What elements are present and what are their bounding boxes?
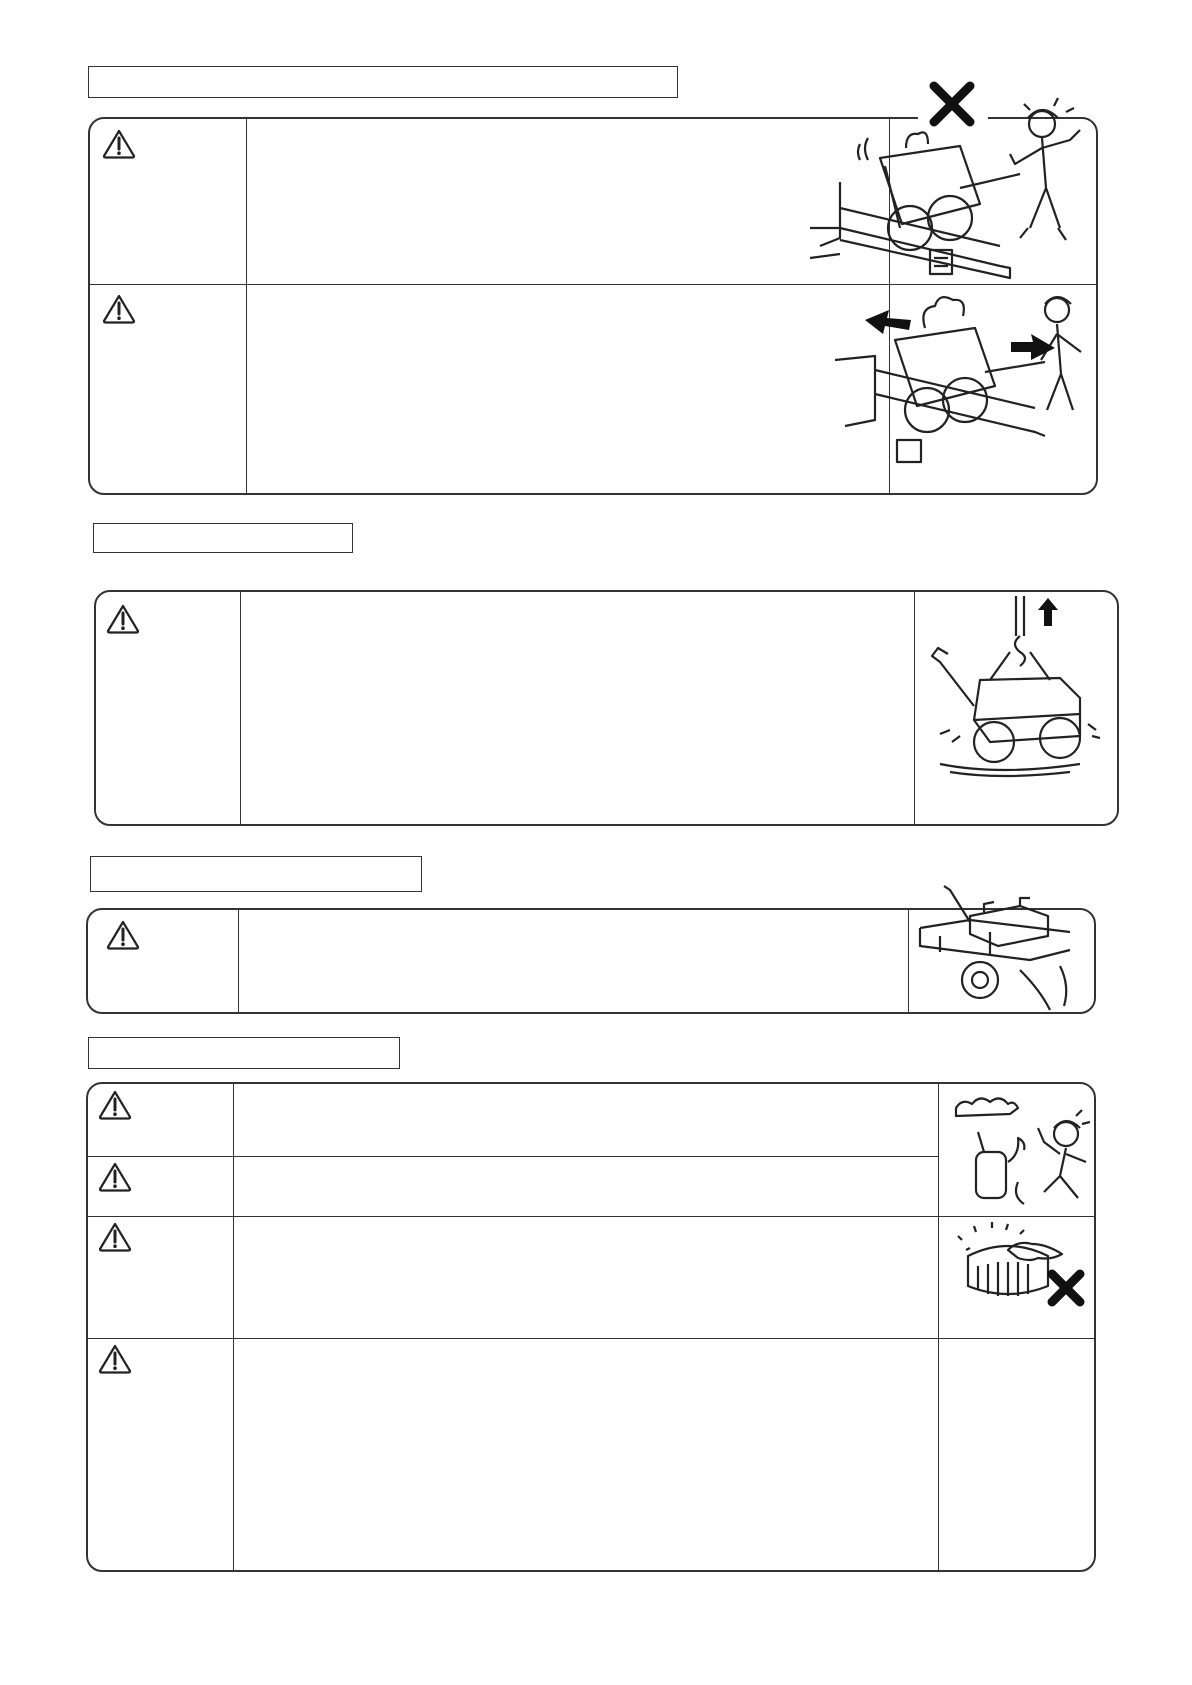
column-divider <box>246 119 247 493</box>
warning-icon <box>98 1090 132 1120</box>
roller-lifting-illustration <box>920 596 1100 786</box>
warning-icon <box>102 294 136 324</box>
arrow-icon <box>865 310 911 334</box>
roller-on-truck-illustration <box>910 876 1080 1012</box>
warning-icon <box>102 129 136 159</box>
arrow-icon <box>1038 598 1058 626</box>
warning-icon <box>98 1162 132 1192</box>
panel-maintenance <box>86 1082 1096 1572</box>
column-divider <box>240 592 241 824</box>
roller-tipping-illustration <box>810 78 1100 288</box>
cross-mark-icon <box>1052 1274 1080 1302</box>
column-divider <box>238 910 239 1012</box>
section-title-maintenance <box>88 1037 400 1069</box>
column-divider <box>938 1084 939 1570</box>
warning-icon <box>106 920 140 950</box>
column-divider <box>914 592 915 824</box>
column-divider <box>908 910 909 1012</box>
section-title-lifting <box>93 523 353 553</box>
arrow-icon <box>1011 334 1055 360</box>
cross-mark-icon <box>918 78 988 128</box>
warning-icon <box>98 1222 132 1252</box>
row-divider <box>88 1216 1094 1217</box>
row-divider <box>88 1338 1094 1339</box>
roller-ramp-illustration <box>835 290 1100 470</box>
warning-icon <box>106 604 140 634</box>
section-title-loading <box>88 66 678 98</box>
hand-hot-part-illustration <box>948 1216 1090 1316</box>
hot-muffler-illustration <box>948 1092 1090 1210</box>
warning-icon <box>98 1344 132 1374</box>
row-divider <box>88 1156 938 1157</box>
section-title-transport <box>90 856 422 892</box>
